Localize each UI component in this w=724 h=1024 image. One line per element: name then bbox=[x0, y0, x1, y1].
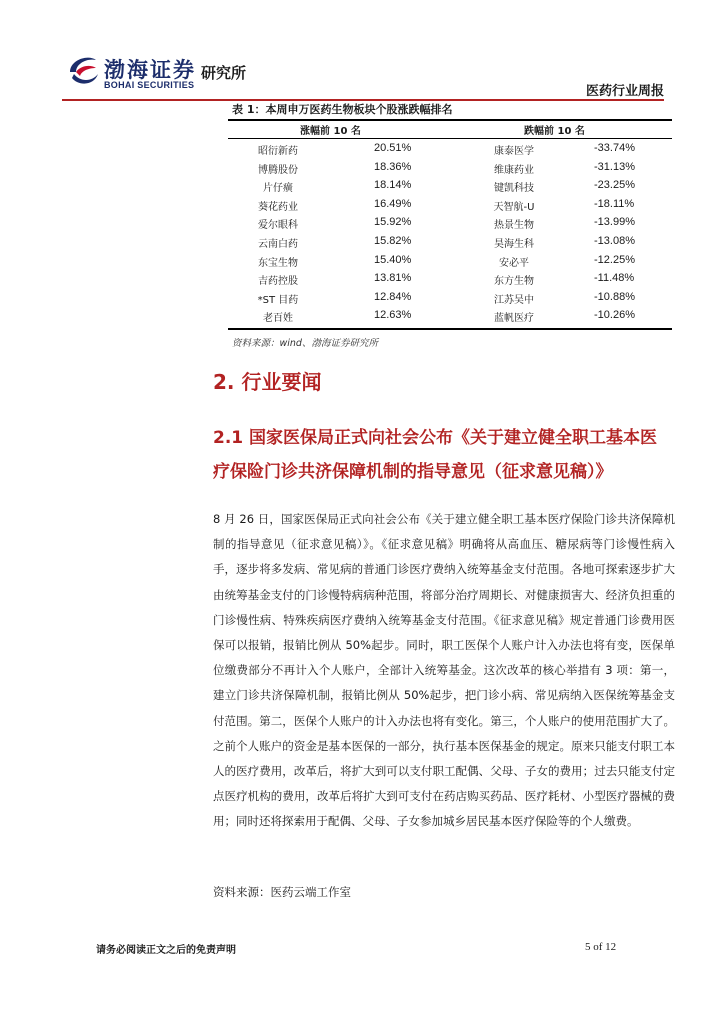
down-stock-name: 安必平 bbox=[499, 257, 529, 269]
up-stock-pct: 18.36% bbox=[374, 160, 412, 173]
down-stock-name: 热景生物 bbox=[494, 220, 534, 232]
table-row bbox=[228, 289, 672, 308]
table-row bbox=[228, 233, 672, 252]
up-stock-pct: 15.40% bbox=[374, 253, 412, 266]
up-stock-name: 昭衍新药 bbox=[258, 146, 298, 157]
down-stock-name: 江苏吴中 bbox=[494, 294, 534, 306]
up-stock-name: 片仔癀 bbox=[263, 183, 293, 195]
down-stock-name: 维康药业 bbox=[494, 164, 534, 176]
up-stock-pct: 18.14% bbox=[374, 179, 412, 192]
logo-chinese-name: 渤海证券 bbox=[104, 57, 196, 82]
up-stock-name: 吉药控股 bbox=[258, 276, 298, 288]
up-stock-pct: 16.49% bbox=[374, 197, 412, 210]
up-stock-pct: 15.82% bbox=[374, 234, 412, 247]
down-stock-pct: -12.25% bbox=[594, 253, 635, 266]
footer-disclaimer: 请务必阅读正文之后的免责声明 bbox=[96, 945, 236, 956]
section-heading: 2. 行业要闻 bbox=[213, 370, 322, 394]
down-stock-pct: -13.99% bbox=[594, 216, 635, 229]
down-stock-name: 天智航-U bbox=[493, 201, 535, 213]
down-stock-name: 蓝帆医疗 bbox=[494, 313, 534, 325]
ranking-table-body bbox=[228, 140, 672, 326]
table-row bbox=[228, 196, 672, 215]
up-stock-name: 云南白药 bbox=[258, 238, 298, 250]
table-caption: 表 1：本周申万医药生物板块个股涨跌幅排名 bbox=[232, 103, 453, 116]
table-header-up: 涨幅前 10 名 bbox=[300, 126, 361, 137]
subsection-heading: 2.1 国家医保局正式向社会公布《关于建立健全职工基本医疗保险门诊共济保障机制的指导意见（征求意见稿）》 bbox=[213, 428, 658, 482]
table-row bbox=[228, 270, 672, 289]
down-stock-pct: -31.13% bbox=[594, 160, 635, 173]
table-header-rule bbox=[228, 138, 672, 139]
table-row bbox=[228, 177, 672, 196]
table-source: 资料来源：wind、渤海证券研究所 bbox=[232, 338, 378, 349]
table-row bbox=[228, 307, 672, 326]
news-body-paragraph: 8 月 26 日，国家医保局正式向社会公布《关于建立健全职工基本医疗保险门诊共济保障机制的指导意见（征求意见稿）》。《征求意见稿》明确将从高血压、糖尿病等门诊慢性病入手，逐步将多发病、常见病的普通门诊医疗费纳入统筹基金支付范围。各地可探索逐步扩大由统筹基金支付的门诊慢特病病种范围，将部分治疗周期长、对健康损害大、经济负担重的门诊慢性病、特殊疾病医疗费纳入统筹基金支付范围。《征求意见稿》规定普通门诊费用医保可以报销，报销比例从 50%起步。同时，职工医保个人账户计入办法也将有变，医保单位缴费部分不再计入个人账户，全部计入统筹基金。这次改革的核心举措有 3 项：第一，建立门诊共济保障机制，报销比例从 50%起步，把门诊小病、常见病纳入医保统筹基金支付范围。第二，医保个人账户的计入办法也将有变化。第三，个人账户的使用范围扩大了。之前个人账户的资金是基本医保的一部分，执行基本医保基金的规定。原来只能支付职工本人的医疗费用，改革后，将扩大到可以支付职工配偶、父母、子女的费用；过去只能支付定点医疗机构的费用，改革后将扩大到可支付在药店购买药品、医疗耗材、小型医疗器械的费用；同时还将探索用于配偶、父母、子女参加城乡居民基本医疗保险等的个人缴费。 bbox=[213, 512, 675, 829]
bohai-logo-icon bbox=[66, 52, 100, 90]
down-stock-pct: -11.48% bbox=[594, 272, 635, 285]
news-source: 资料来源：医药云端工作室 bbox=[213, 885, 351, 899]
down-stock-pct: -18.11% bbox=[594, 197, 635, 210]
page-number: 5 of 12 bbox=[585, 941, 617, 953]
table-row bbox=[228, 159, 672, 178]
down-stock-pct: -13.08% bbox=[594, 234, 635, 247]
down-stock-name: 东方生物 bbox=[494, 276, 534, 288]
down-stock-pct: -10.88% bbox=[594, 290, 635, 303]
up-stock-pct: 12.63% bbox=[374, 309, 412, 322]
up-stock-name: 葵花药业 bbox=[258, 201, 298, 213]
down-stock-name: 键凯科技 bbox=[494, 183, 534, 195]
table-row bbox=[228, 214, 672, 233]
up-stock-pct: 15.92% bbox=[374, 216, 412, 229]
institute-label: 研究所 bbox=[201, 64, 247, 82]
logo-english-name: BOHAI SECURITIES bbox=[104, 80, 195, 90]
up-stock-pct: 13.81% bbox=[374, 272, 412, 285]
down-stock-pct: -10.26% bbox=[594, 309, 635, 322]
table-bottom-rule bbox=[228, 328, 672, 330]
report-type: 医药行业周报 bbox=[585, 84, 664, 99]
table-row bbox=[228, 140, 672, 159]
up-stock-name: 老百姓 bbox=[263, 313, 293, 325]
up-stock-pct: 12.84% bbox=[374, 290, 412, 303]
up-stock-name: 东宝生物 bbox=[258, 257, 298, 269]
down-stock-name: 康泰医学 bbox=[494, 146, 534, 157]
up-stock-name: 博腾股份 bbox=[258, 164, 298, 176]
table-row bbox=[228, 252, 672, 271]
up-stock-name: *ST 目药 bbox=[257, 294, 299, 306]
down-stock-pct: -33.74% bbox=[594, 142, 635, 154]
table-header-down: 跌幅前 10 名 bbox=[524, 126, 585, 137]
up-stock-pct: 20.51% bbox=[374, 142, 412, 154]
table-top-rule bbox=[228, 119, 672, 121]
down-stock-name: 昊海生科 bbox=[494, 238, 534, 250]
down-stock-pct: -23.25% bbox=[594, 179, 635, 192]
up-stock-name: 爱尔眼科 bbox=[258, 220, 298, 232]
